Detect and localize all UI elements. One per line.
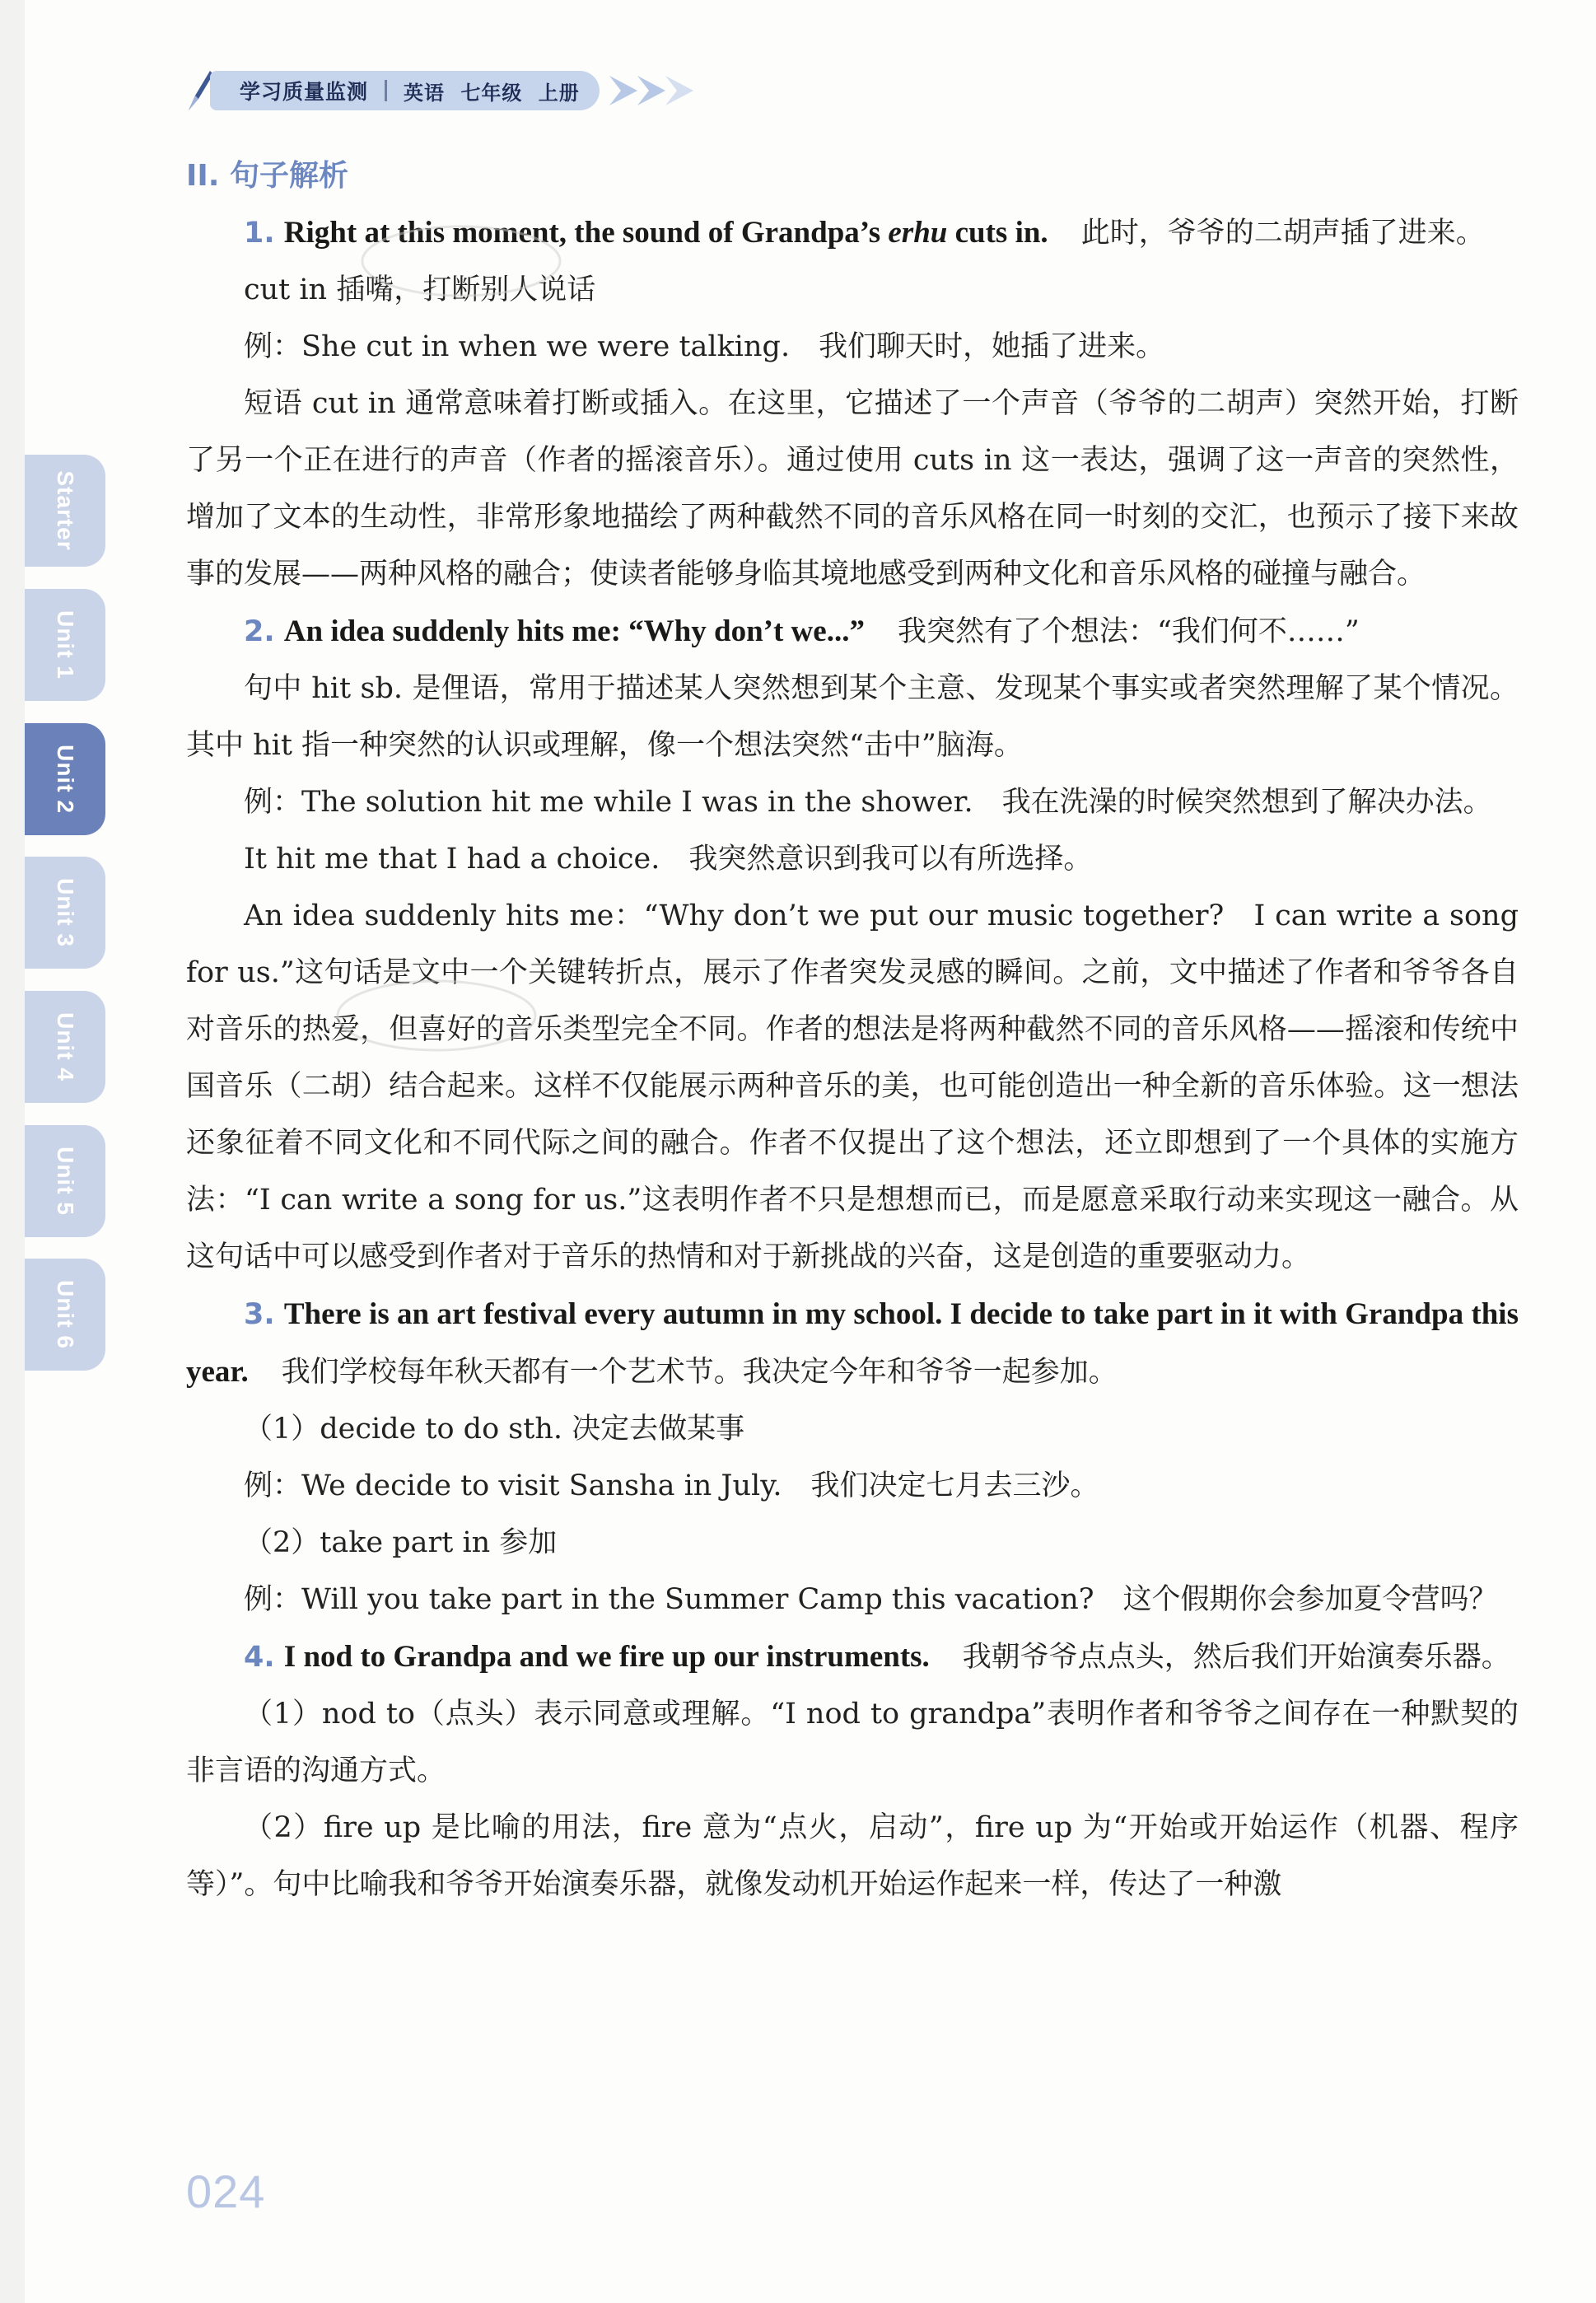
- book-title: 学习质量监测: [240, 80, 369, 104]
- sentence-2: [186, 603, 1519, 661]
- chinese-translation: 我朝爷爷点点头，然后我们开始演奏乐器。: [962, 1641, 1510, 1674]
- running-header: [185, 66, 695, 115]
- example: 例：The solution hit me while I was in the shower. 我在洗澡的时候突然想到了解决办法。: [244, 786, 1492, 819]
- phrase-note: （2）take part in 参加: [244, 1526, 558, 1559]
- tab-unit-2[interactable]: Unit 2: [25, 723, 105, 835]
- tab-unit-4[interactable]: Unit 4: [25, 991, 105, 1103]
- double-chevron-icon: [604, 71, 695, 110]
- example: 例：Will you take part in the Summer Camp this vacation? 这个假期你会参加夏令营吗？: [244, 1583, 1498, 1616]
- tab-unit-1[interactable]: Unit 1: [25, 589, 105, 701]
- phrase-note: （1）nod to（点头）表示同意或理解。“I nod to grandpa”表明作者和爷爷之间存在一种默契的非言语的沟通方式。: [186, 1698, 1519, 1787]
- pen-icon: [185, 68, 213, 114]
- header-label: [210, 71, 600, 110]
- example: 例：We decide to visit Sansha in July. 我们决定七月去三沙。: [244, 1469, 1099, 1502]
- chinese-translation: 我们学校每年秋天都有一个艺术节。我决定今年和爷爷一起参加。: [281, 1356, 1118, 1389]
- header-divider: [385, 80, 387, 101]
- example: 例：She cut in when we were talking. 我们聊天时，她插了进来。: [244, 330, 1165, 363]
- phrase-note: （2）fire up 是比喻的用法，fire 意为“点火，启动”，fire up 为“开始或开始运作（机器、程序等）”。句中比喻我和爷爷开始演奏乐器，就像发动机开始运作起来一样，传达了一种激: [186, 1811, 1519, 1901]
- english-sentence: I nod to Grandpa and we fire up our instruments.: [283, 1640, 930, 1674]
- section-title: II. 句子解析: [186, 159, 348, 193]
- chinese-translation: 此时，爷爷的二胡声插了进来。: [1080, 217, 1485, 250]
- example: It hit me that I had a choice. 我突然意识到我可以有所选择。: [244, 843, 1093, 876]
- tab-starter[interactable]: Starter: [25, 455, 105, 567]
- phrase-note: （1）decide to do sth. 决定去做某事: [244, 1413, 745, 1446]
- english-sentence: An idea suddenly hits me: “Why don’t we...”: [283, 614, 865, 648]
- tab-unit-3[interactable]: Unit 3: [25, 857, 105, 969]
- item-number: 4.: [244, 1641, 275, 1674]
- phrase-note: cut in 插嘴，打断别人说话: [244, 273, 596, 306]
- english-sentence: There is an art festival every autumn in my school. I decide to take part in it with Grandpa this year.: [186, 1297, 1519, 1389]
- page: [25, 0, 1596, 2303]
- tab-unit-5[interactable]: Unit 5: [25, 1125, 105, 1237]
- item-number: 2.: [244, 615, 275, 648]
- english-sentence: Right at this moment, the sound of Grandpa’s erhu cuts in.: [283, 216, 1048, 250]
- chinese-translation: 我突然有了个想法：“我们何不……”: [897, 615, 1360, 648]
- watermark: [354, 216, 568, 306]
- sentence-4: [186, 1628, 1519, 1686]
- analysis-paragraph: 句中 hit sb. 是俚语，常用于描述某人突然想到某个主意、发现某个事实或者突然理解了某个情况。其中 hit 指一种突然的认识或理解，像一个想法突然“击中”脑海。: [186, 672, 1519, 762]
- page-number: 024: [186, 2165, 266, 2217]
- sentence-3: [186, 1286, 1519, 1401]
- tab-unit-6[interactable]: Unit 6: [25, 1259, 105, 1371]
- analysis-paragraph: An idea suddenly hits me：“Why don’t we put our music together? I can write a song for us.”这句话是文中一个关键转折点，展示了作者突发灵感的瞬间。之前，文中描述了作者和爷爷各自对音乐的热爱，但喜好的音乐类型完全不同。作者的想法是将两种截然不同的音乐风格——摇滚和传统中国音乐（二胡）结合起来。这样不仅能展示两种音乐的美，也可能创造出一种全新的音乐体验。这一想法还象征着不同文化和不同代际之间的融合。作者不仅提出了这个想法，还立即想到了一个具体的实施方法：“I can write a song for us.”这表明作者不只是想想而已，而是愿意采取行动来实现这一融合。从这句话中可以感受到作者对于音乐的热情和对于新挑战的兴奋，这是创造的重要驱动力。: [186, 899, 1519, 1273]
- item-number: 1.: [244, 217, 275, 250]
- item-number: 3.: [244, 1298, 275, 1331]
- watermark: [329, 970, 544, 1061]
- header-subject: 英语 七年级 上册: [404, 81, 580, 105]
- analysis-paragraph: 短语 cut in 通常意味着打断或插入。在这里，它描述了一个声音（爷爷的二胡声）突然开始，打断了另一个正在进行的声音（作者的摇滚音乐）。通过使用 cuts in 这一表达，强调了这一声音的突然性，增加了文本的生动性，非常形象地描绘了两种截然不同的音乐风格在同一时刻的交汇，也预示了接下来故事的发展——两种风格的融合；使读者能够身临其境地感受到两种文化和音乐风格的碰撞与融合。: [186, 387, 1519, 591]
